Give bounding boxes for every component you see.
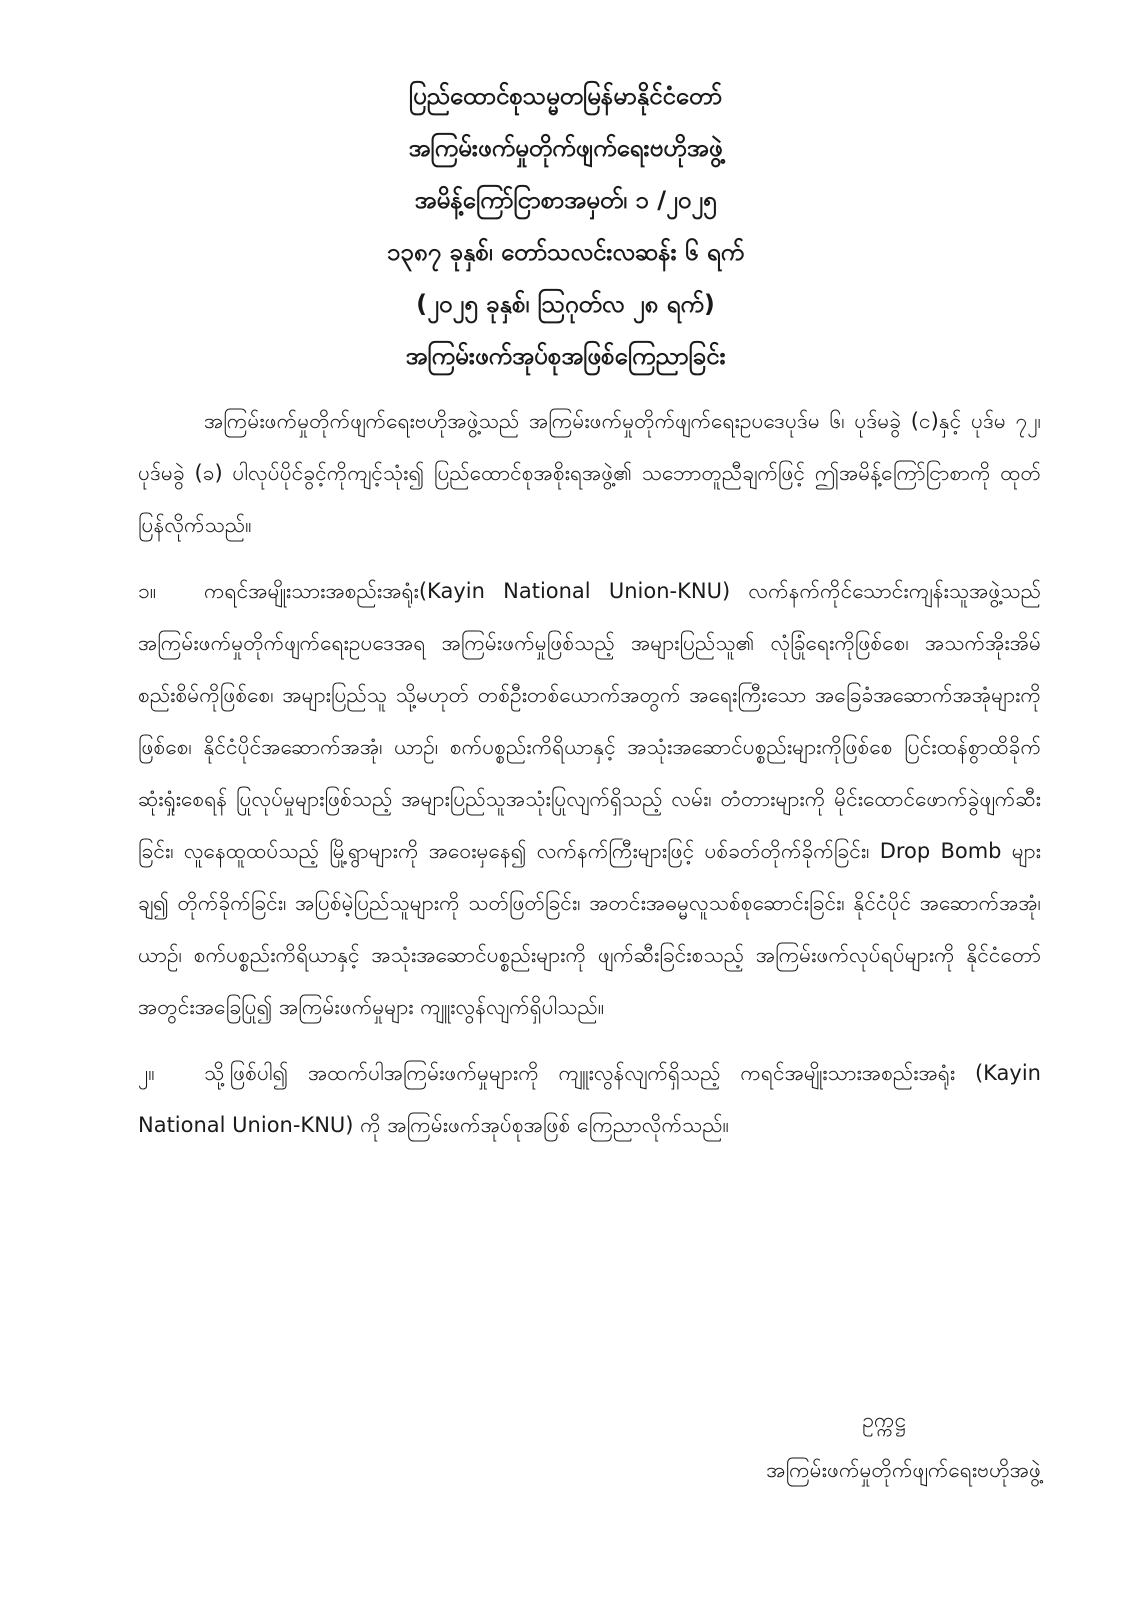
gregorian-date: (၂၀၂၅ ခုနှစ်၊ ဩဂုတ်လ ၂၈ ရက်): [416, 290, 715, 318]
paragraph-2: [138, 1047, 1041, 1151]
intro-paragraph: အကြမ်းဖက်မှုတိုက်ဖျက်ရေးဗဟိုအဖွဲ့သည် အကြမ်းဖက်မှုတိုက်ဖျက်ရေးဥပဒေပုဒ်မ ၆၊ ပုဒ်မခွဲ (င)နှင့် ပုဒ်မ ၇၂၊ ပုဒ်မခွဲ (ခ) ပါလုပ်ပိုင်ခွင့်ကိုကျင့်သုံး၍ ပြည်ထောင်စုအစိုးရအဖွဲ့၏ သဘောတူညီချက်ဖြင့် ဤအမိန့်ကြော်ငြာစာကို ထုတ်ပြန်လိုက်သည်။: [138, 409, 1041, 537]
issuing-body: အကြမ်းဖက်မှုတိုက်ဖျက်ရေးဗဟိုအဖွဲ့: [408, 134, 723, 162]
paragraph-2-text: သို့ဖြစ်ပါ၍ အထက်ပါအကြမ်းဖက်မှုများကို ကျူးလွန်လျက်ရှိသည့် ကရင်အမျိုးသားအစည်းအရုံး (Kayin National Union-KNU) ကို အကြမ်းဖက်အုပ်စုအဖြစ် ကြေညာလိုက်သည်။: [138, 1061, 1041, 1137]
paragraph-2-number: ၂။: [138, 1061, 155, 1085]
order-number: အမိန့်ကြော်ငြာစာအမှတ်၊ ၁ /၂၀၂၅: [414, 186, 717, 214]
signature-block: [766, 1395, 1041, 1495]
paragraph-1: [138, 565, 1041, 1033]
document-body: [138, 395, 1041, 1165]
paragraph-1-text: ကရင်အမျိုးသားအစည်းအရုံး(Kayin National Union-KNU) လက်နက်ကိုင်သောင်းကျန်းသူအဖွဲ့သည် အကြမ်းဖက်မှုတိုက်ဖျက်ရေးဥပဒေအရ အကြမ်းဖက်မှုဖြစ်သည့် အများပြည်သူ၏ လုံခြုံရေးကိုဖြစ်စေ၊ အသက်အိုးအိမ်စည်းစိမ်ကိုဖြစ်စေ၊ အများပြည်သူ သို့မဟုတ် တစ်ဦးတစ်ယောက်အတွက် အရေးကြီးသော အခြေခံအဆောက်အအုံများကိုဖြစ်စေ၊ နိုင်ငံပိုင်အဆောက်အအုံ၊ ယာဉ်၊ စက်ပစ္စည်းကိရိယာနှင့် အသုံးအဆောင်ပစ္စည်းများကိုဖြစ်စေ ပြင်းထန်စွာထိခိုက်ဆုံးရှုံးစေရန် ပြုလုပ်မှုများဖြစ်သည့် အများပြည်သူအသုံးပြုလျက်ရှိသည့် လမ်း၊ တံတားများကို မိုင်းထောင်ဖောက်ခွဲဖျက်ဆီးခြင်း၊ လူနေထူထပ်သည့် မြို့ရွာများကို အဝေးမှနေ၍ လက်နက်ကြီးများဖြင့် ပစ်ခတ်တိုက်ခိုက်ခြင်း၊ Drop Bomb များချ၍ တိုက်ခိုက်ခြင်း၊ အပြစ်မဲ့ပြည်သူများကို သတ်ဖြတ်ခြင်း၊ အတင်းအဓမ္မလူသစ်စုဆောင်းခြင်း၊ နိုင်ငံပိုင် အဆောက်အအုံ၊ ယာဉ်၊ စက်ပစ္စည်းကိရိယာနှင့် အသုံးအဆောင်ပစ္စည်းများကို ဖျက်ဆီးခြင်းစသည့် အကြမ်းဖက်လုပ်ရပ်များကို နိုင်ငံတော်အတွင်းအခြေပြု၍ အကြမ်းဖက်မှုများ ကျူးလွန်လျက်ရှိပါသည်။: [138, 579, 1041, 1019]
myanmar-date: ၁၃၈၇ ခုနှစ်၊ တော်သလင်းလဆန်း ၆ ရက်: [386, 238, 745, 266]
document-title: အကြမ်းဖက်အုပ်စုအဖြစ်ကြေညာခြင်း: [405, 342, 726, 370]
signatory-organization: အကြမ်းဖက်မှုတိုက်ဖျက်ရေးဗဟိုအဖွဲ့: [766, 1458, 1041, 1482]
country-name: ပြည်ထောင်စုသမ္မတမြန်မာနိုင်ငံတော်: [408, 82, 723, 110]
document-header: [0, 70, 1131, 382]
signatory-title: ဥက္ကဋ္ဌ: [862, 1408, 906, 1432]
paragraph-1-number: ၁။: [138, 579, 157, 603]
